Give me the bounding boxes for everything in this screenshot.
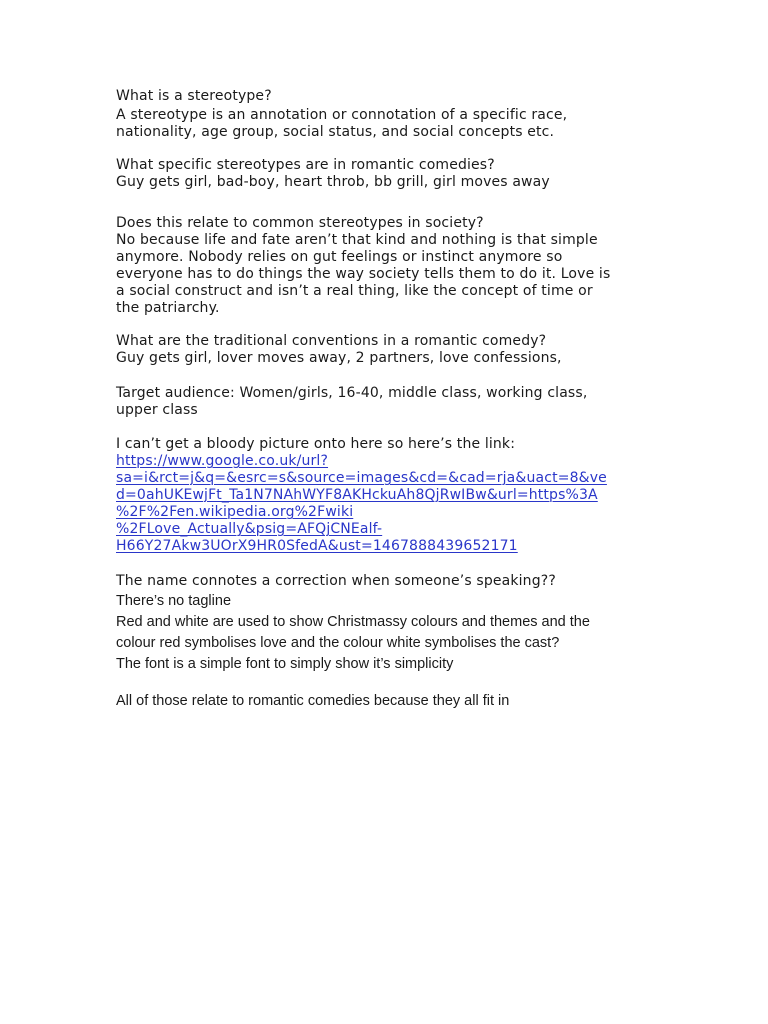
target-audience-line: Target audience: Women/girls, 16-40, middle class, working class, [116,385,588,401]
answer-line: No because life and fate aren’t that kind and nothing is that simple [116,232,598,248]
stereotype-definition-section [116,88,661,141]
colour-analysis-line: Red and white are used to show Christmassy colours and themes and the [116,614,590,630]
target-audience-line: upper class [116,402,198,418]
picture-link-section [116,436,661,555]
romcom-stereotypes-section [116,157,661,191]
society-stereotypes-section [116,215,661,317]
name-analysis-line [116,573,661,590]
link-line[interactable]: H66Y27Akw3UOrX9HR0SfedA&ust=1467888439652171 [116,538,518,554]
link-line[interactable]: %2F%2Fen.wikipedia.org%2Fwiki [116,504,354,520]
link-line[interactable]: https://www.google.co.uk/url? [116,453,329,469]
question-traditional-conventions: What are the traditional conventions in a romantic comedy? [116,333,547,349]
answer-line: A stereotype is an annotation or connotation of a specific race, [116,107,568,123]
question-specific-stereotypes: What specific stereotypes are in romantic comedies? [116,157,495,173]
link-line[interactable]: %2FLove_Actually&psig=AFQjCNEalf- [116,521,383,537]
link-line[interactable]: sa=i&rct=j&q=&esrc=s&source=images&cd=&cad=rja&uact=8&ve [116,470,607,486]
name-connotation-text: The name connotes a correction when someone’s speaking?? [116,573,556,589]
target-audience-section [116,385,661,419]
colour-analysis-line: colour red symbolises love and the colour white symbolises the cast? [116,635,560,651]
question-relate-to-society: Does this relate to common stereotypes in society? [116,215,484,231]
tagline-text: There’s no tagline [116,593,232,609]
answer-line: everyone has to do things the way society tells them to do it. Love is [116,266,611,282]
answer-line: Guy gets girl, bad-boy, heart throb, bb grill, girl moves away [116,174,550,190]
question-what-is-stereotype: What is a stereotype? [116,88,272,104]
answer-line: anymore. Nobody relies on gut feelings or instinct anymore so [116,249,563,265]
answer-line: a social construct and isn’t a real thing, like the concept of time or [116,283,593,299]
link-line[interactable]: d=0ahUKEwjFt_Ta1N7NAhWYF8AKHckuAh8QjRwIBw&url=https%3A [116,487,598,503]
wikipedia-image-link[interactable] [116,453,661,555]
answer-line: the patriarchy. [116,300,220,316]
answer-line: Guy gets girl, lover moves away, 2 partners, love confessions, [116,350,562,366]
conventions-section [116,333,661,367]
font-analysis-text: The font is a simple font to simply show it’s simplicity [116,656,454,672]
conclusion-text: All of those relate to romantic comedies because they all fit in [116,693,510,709]
picture-intro: I can’t get a bloody picture onto here so here’s the link: [116,436,516,452]
poster-analysis-section [116,591,661,675]
conclusion-section [116,691,661,712]
answer-line: nationality, age group, social status, and social concepts etc. [116,124,555,140]
